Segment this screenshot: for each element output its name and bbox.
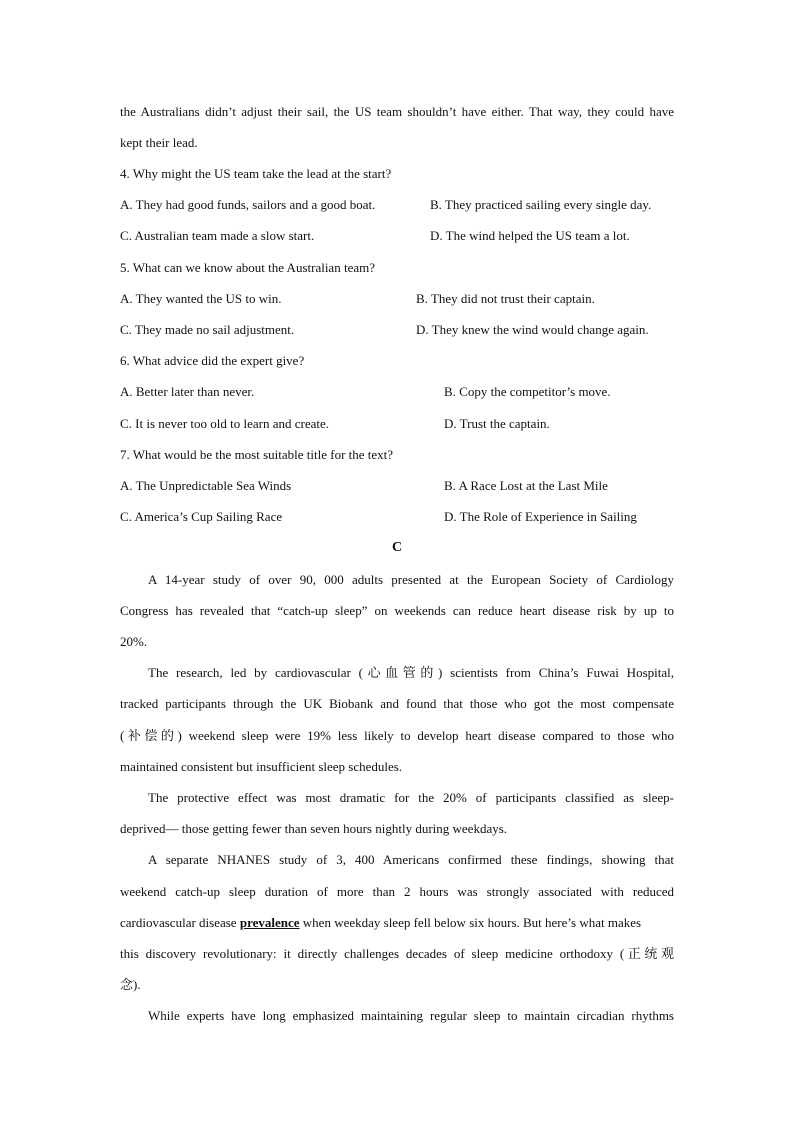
question-5-stem: 5. What can we know about the Australian team? bbox=[120, 260, 375, 275]
question-4-option-d: D. The wind helped the US team a lot. bbox=[430, 228, 630, 243]
paragraph-2-line: (补偿的) weekend sleep were 19% less likely to develop heart disease compared to those who bbox=[120, 728, 674, 743]
paragraph-4-line: weekend catch-up sleep duration of more than 2 hours was strongly associated with reduced bbox=[120, 884, 674, 899]
question-4-option-b: B. They practiced sailing every single day. bbox=[430, 197, 652, 212]
question-6-option-b: B. Copy the competitor’s move. bbox=[444, 384, 611, 399]
question-6-option-a: A. Better later than never. bbox=[120, 384, 255, 399]
passage-b-line: kept their lead. bbox=[120, 135, 198, 150]
passage-b-line: the Australians didn’t adjust their sail, the US team shouldn’t have either. That way, they could have bbox=[120, 104, 674, 119]
question-7-stem: 7. What would be the most suitable title for the text? bbox=[120, 447, 394, 462]
question-5-option-d: D. They knew the wind would change again. bbox=[416, 322, 649, 337]
question-7-option-b: B. A Race Lost at the Last Mile bbox=[444, 478, 608, 493]
question-4-stem: 4. Why might the US team take the lead at the start? bbox=[120, 166, 392, 181]
paragraph-4-line: A separate NHANES study of 3, 400 Americans confirmed these findings, showing that bbox=[148, 852, 674, 867]
question-6-stem: 6. What advice did the expert give? bbox=[120, 353, 305, 368]
question-4-option-c: C. Australian team made a slow start. bbox=[120, 228, 315, 243]
vocab-keyword: prevalence bbox=[239, 915, 300, 930]
paragraph-2-line: maintained consistent but insufficient sleep schedules. bbox=[120, 759, 403, 774]
question-5-option-b: B. They did not trust their captain. bbox=[416, 291, 595, 306]
question-7-option-d: D. The Role of Experience in Sailing bbox=[444, 509, 637, 524]
paragraph-2-line: tracked participants through the UK Biobank and found that those who got the most compensate bbox=[120, 696, 674, 711]
section-c-heading: C bbox=[391, 540, 403, 555]
paragraph-2-line: The research, led by cardiovascular (心血管的) scientists from China’s Fuwai Hospital, bbox=[148, 665, 674, 680]
paragraph-5-line: While experts have long emphasized maintaining regular sleep to maintain circadian rhythms bbox=[148, 1008, 674, 1023]
paragraph-4-text: cardiovascular disease bbox=[120, 915, 240, 930]
question-4-option-a: A. They had good funds, sailors and a good boat. bbox=[120, 197, 376, 212]
paragraph-4-line: 念). bbox=[120, 977, 141, 992]
paragraph-1-line: Congress has revealed that “catch-up sleep” on weekends can reduce heart disease risk by up to bbox=[120, 603, 674, 618]
paragraph-4-text: when weekday sleep fell below six hours. But here’s what makes bbox=[299, 915, 642, 930]
paragraph-1-line: 20%. bbox=[120, 634, 148, 649]
question-7-option-a: A. The Unpredictable Sea Winds bbox=[120, 478, 292, 493]
paragraph-3-line: The protective effect was most dramatic for the 20% of participants classified as sleep- bbox=[148, 790, 674, 805]
paragraph-3-line: deprived— those getting fewer than seven hours nightly during weekdays. bbox=[120, 821, 508, 836]
question-6-option-c: C. It is never too old to learn and create. bbox=[120, 416, 330, 431]
paragraph-4-line bbox=[120, 915, 641, 931]
question-7-option-c: C. America’s Cup Sailing Race bbox=[120, 509, 283, 524]
question-5-option-c: C. They made no sail adjustment. bbox=[120, 322, 295, 337]
question-6-option-d: D. Trust the captain. bbox=[444, 416, 550, 431]
paragraph-4-line: this discovery revolutionary: it directly challenges decades of sleep medicine orthodoxy (正统观 bbox=[120, 946, 674, 961]
question-5-option-a: A. They wanted the US to win. bbox=[120, 291, 282, 306]
paragraph-1-line: A 14-year study of over 90, 000 adults presented at the European Society of Cardiology bbox=[148, 572, 674, 587]
